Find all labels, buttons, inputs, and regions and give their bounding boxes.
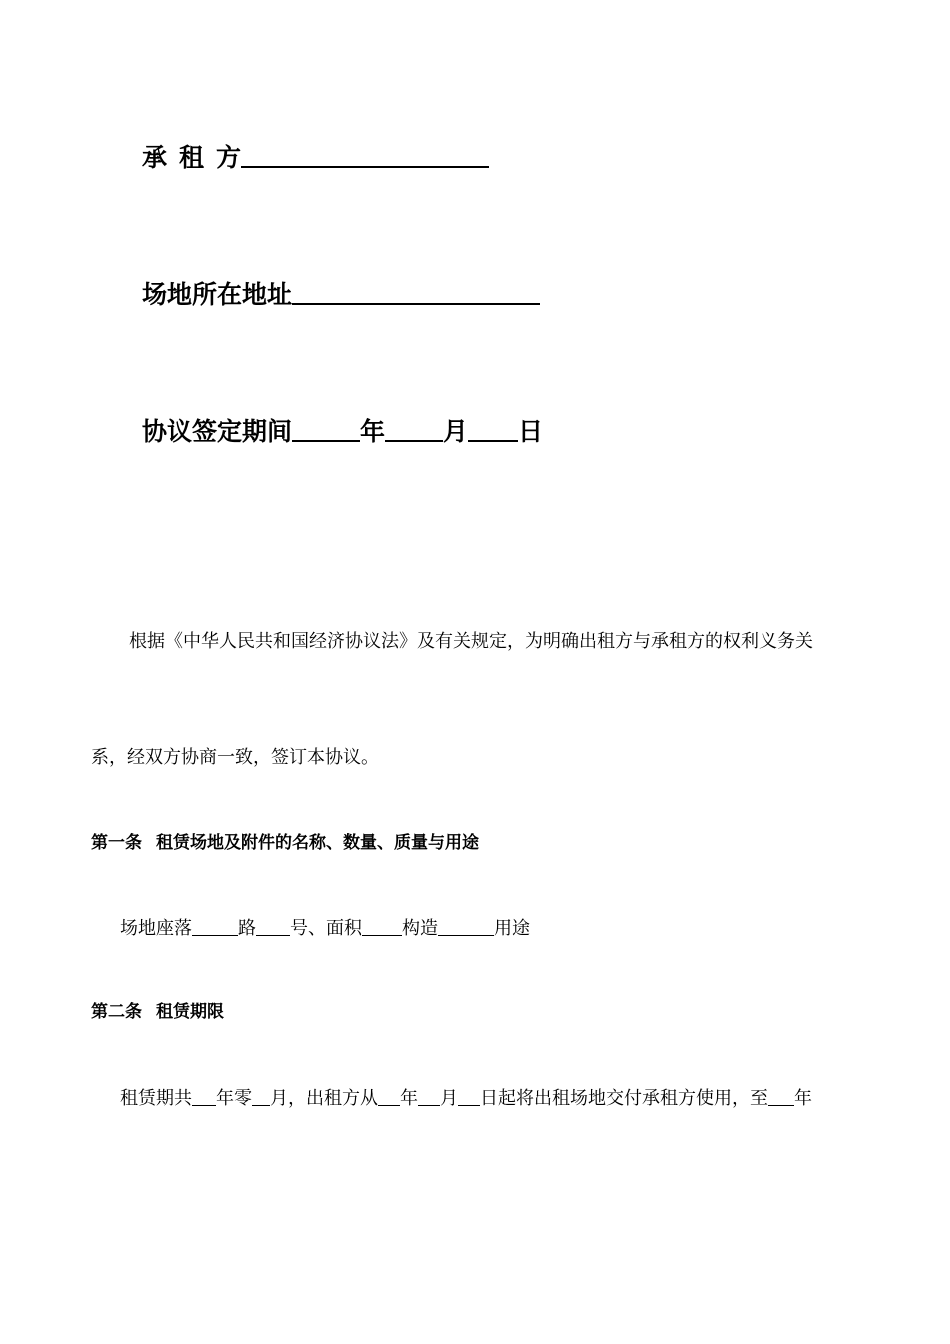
end-year-blank[interactable]: [768, 1087, 794, 1106]
year-label: 年: [360, 417, 386, 446]
usage-label: 用途: [494, 918, 530, 939]
article-1-heading: [91, 831, 479, 855]
signing-date-label: 协议签定期间: [142, 417, 293, 446]
article-1-site-line: [120, 915, 530, 942]
article-1-number: 第一条: [91, 833, 142, 853]
start-day-blank[interactable]: [458, 1087, 480, 1106]
article-2-title: 租赁期限: [156, 1002, 224, 1022]
structure-blank[interactable]: [438, 917, 494, 936]
end-year-label: 年: [794, 1088, 812, 1109]
article-2-term-line: [120, 1085, 812, 1112]
area-blank[interactable]: [362, 917, 402, 936]
site-address-field: [142, 275, 540, 312]
tenant-field: [142, 138, 489, 175]
article-2-number: 第二条: [91, 1002, 142, 1022]
tenant-blank[interactable]: [241, 140, 489, 168]
year-blank[interactable]: [292, 414, 360, 442]
road-label: 路: [238, 918, 256, 939]
structure-label: 构造: [402, 918, 438, 939]
article-2-heading: [91, 1000, 224, 1024]
handover-label: 日起将出租场地交付承租方使用，至: [480, 1088, 768, 1109]
site-address-blank[interactable]: [292, 277, 540, 305]
term-label: 租赁期共: [120, 1088, 192, 1109]
preamble-line-2: 系，经双方协商一致，签订本协议。: [91, 747, 379, 768]
site-location-label: 场地座落: [120, 918, 192, 939]
article-1-title: 租赁场地及附件的名称、数量、质量与用途: [156, 833, 479, 853]
start-month-label: 月: [440, 1088, 458, 1109]
start-year-label: 年: [400, 1088, 418, 1109]
tenant-label: 承租方: [142, 143, 254, 172]
month-blank[interactable]: [385, 414, 443, 442]
signing-date-field: [142, 412, 543, 449]
day-blank[interactable]: [468, 414, 518, 442]
road-blank[interactable]: [192, 917, 238, 936]
start-year-blank[interactable]: [378, 1087, 400, 1106]
term-months-blank[interactable]: [252, 1087, 270, 1106]
years-and-label: 年零: [216, 1088, 252, 1109]
start-month-blank[interactable]: [418, 1087, 440, 1106]
day-label: 日: [518, 417, 544, 446]
lessor-from-label: 月，出租方从: [270, 1088, 378, 1109]
site-address-label: 场地所在地址: [142, 280, 293, 309]
preamble-line-1: 根据《中华人民共和国经济协议法》及有关规定，为明确出租方与承租方的权利义务关: [129, 631, 813, 652]
number-blank[interactable]: [256, 917, 290, 936]
month-label: 月: [443, 417, 469, 446]
term-years-blank[interactable]: [192, 1087, 216, 1106]
number-area-label: 号、面积: [290, 918, 362, 939]
